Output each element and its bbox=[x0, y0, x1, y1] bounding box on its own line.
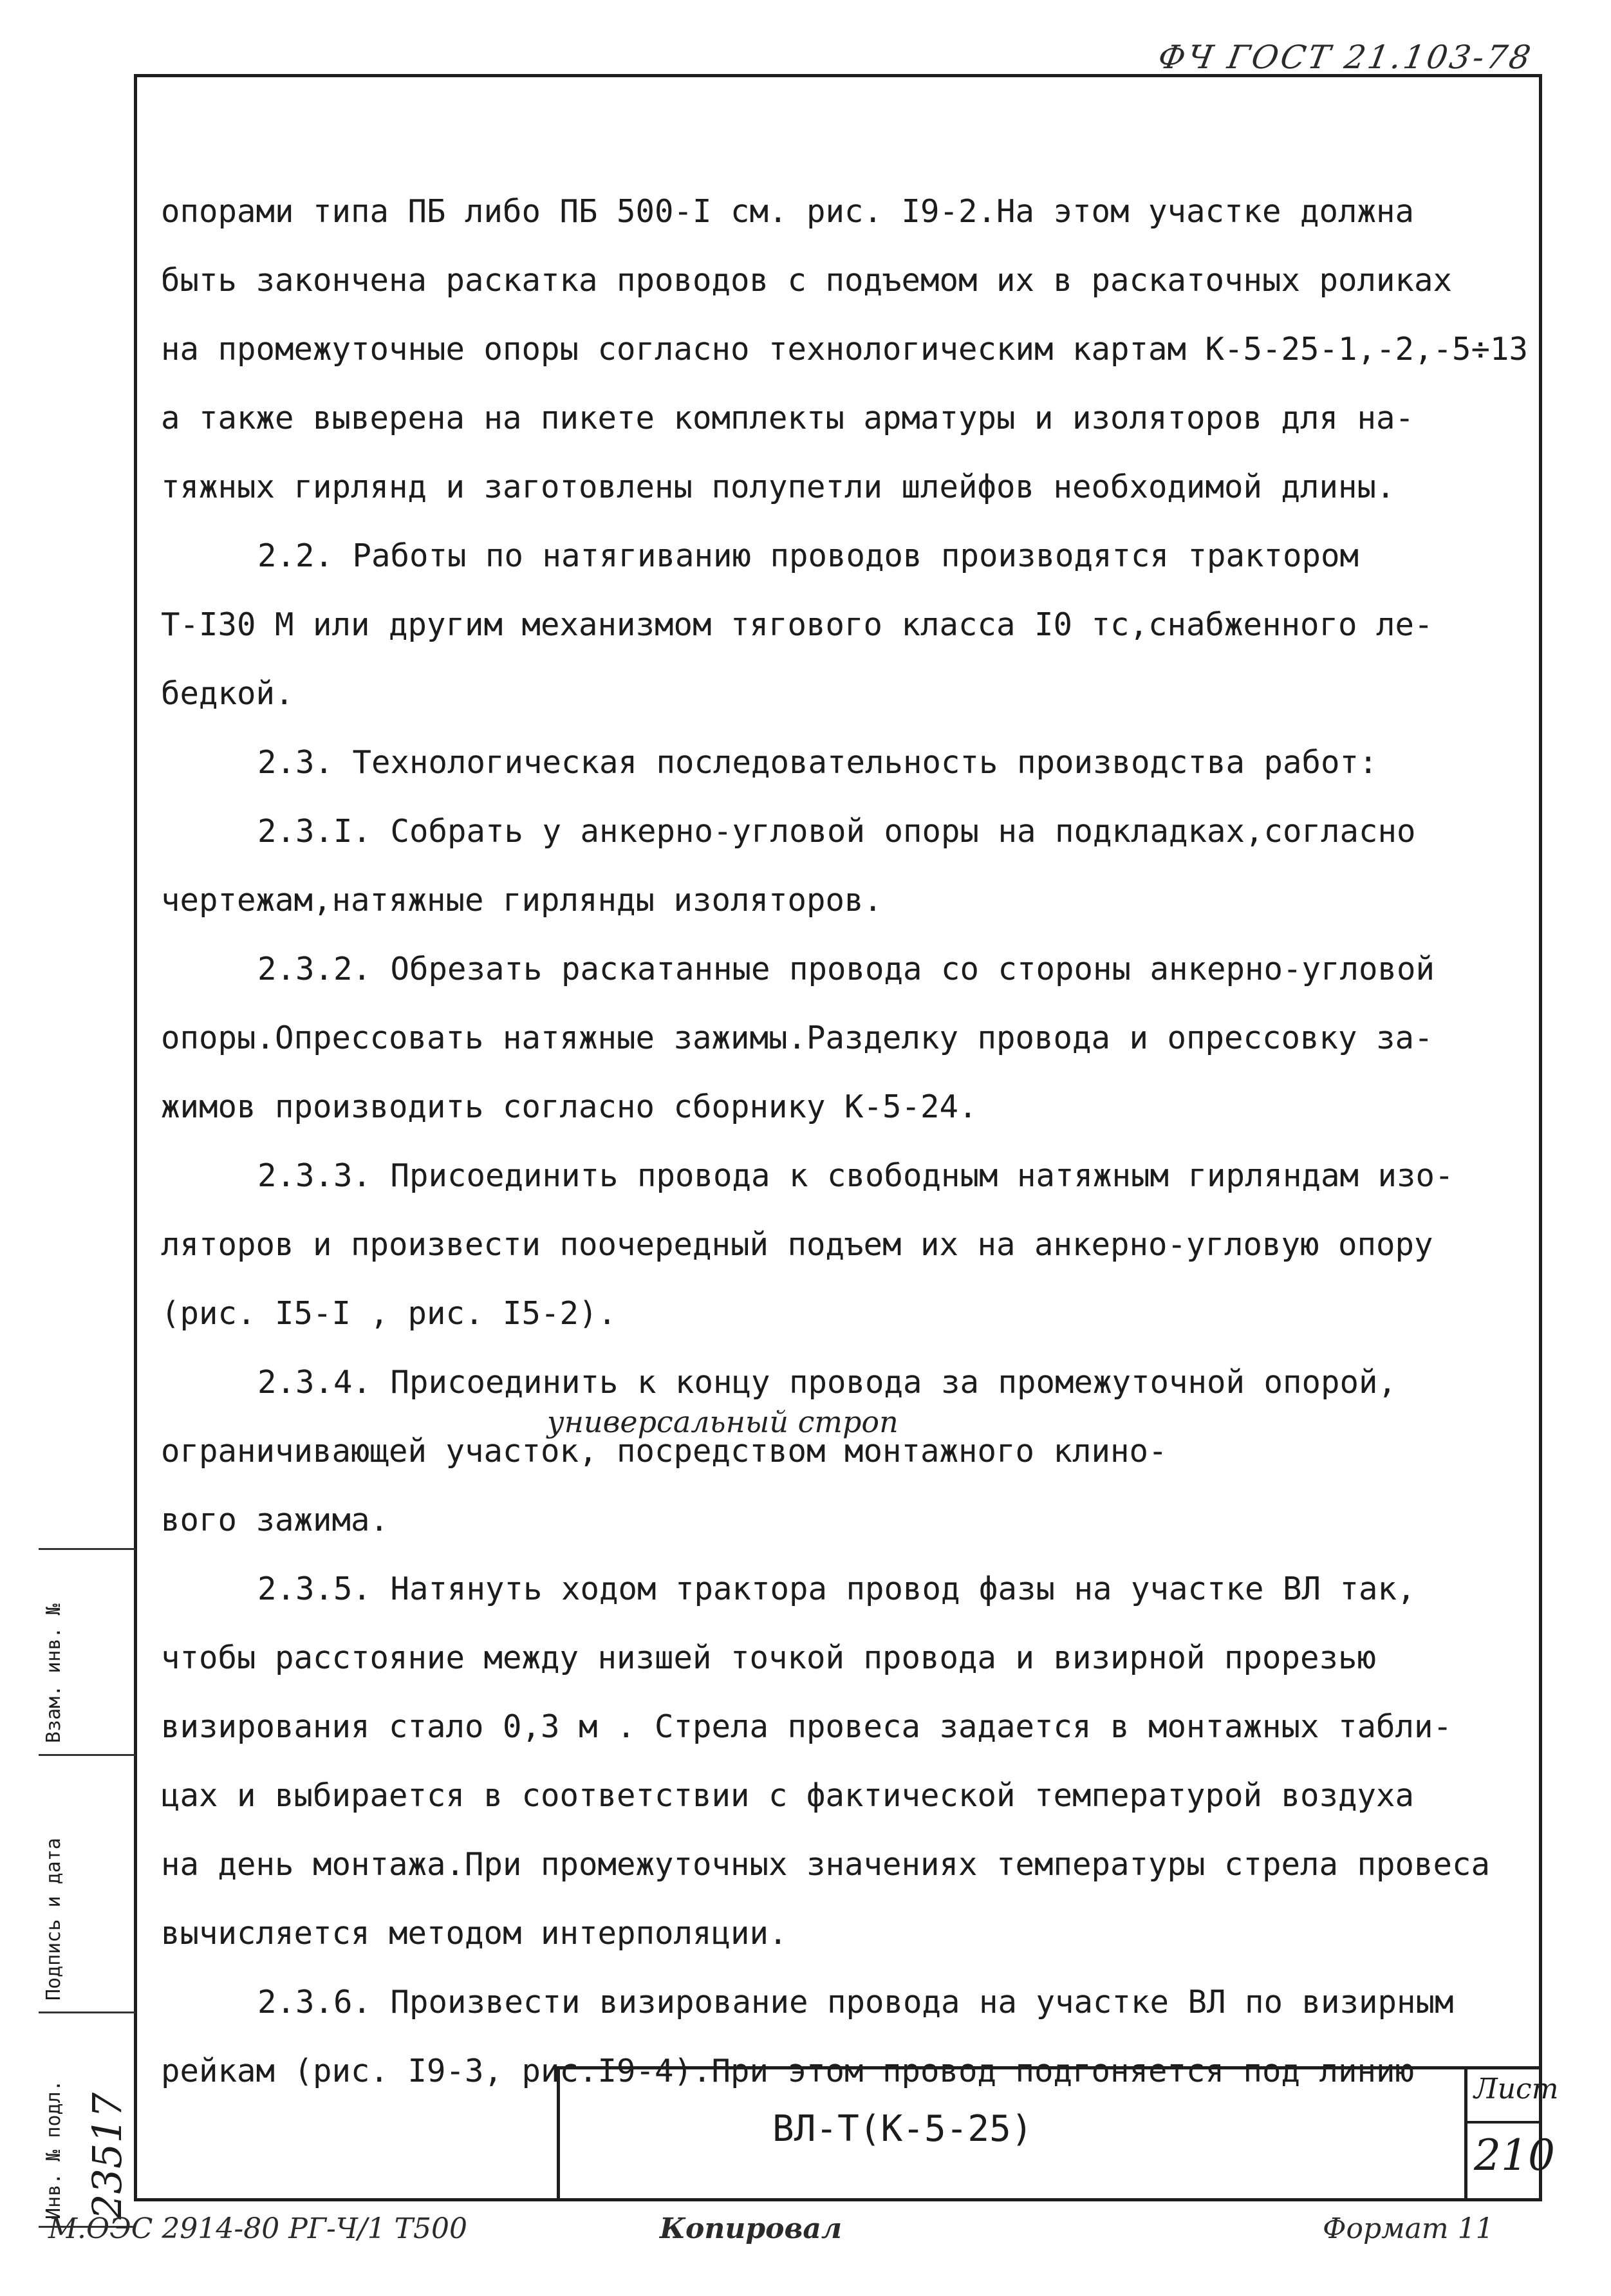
footer bbox=[48, 2212, 1554, 2264]
text-line: опоры.Опрессовать натяжные зажимы.Разделку провода и опрессовку за- bbox=[161, 1020, 1433, 1056]
text-line: чертежам,натяжные гирлянды изоляторов. bbox=[161, 882, 883, 919]
text-line: Т-I30 М или другим механизмом тягового класса I0 тс,снабженного ле- bbox=[161, 606, 1433, 643]
sheet-cell bbox=[1464, 2069, 1559, 2201]
section-2-3-5: 2.3.5. Натянуть ходом трактора провод фазы на участке ВЛ так, bbox=[257, 1571, 1416, 1607]
text-line: а также выверена на пикете комплекты арматуры и изоляторов для на- bbox=[161, 400, 1415, 436]
document-code: ВЛ-Т(К-5-25) bbox=[772, 2108, 1033, 2150]
footer-left: М.ОЭС 2914-80 РГ-Ч/1 Т500 bbox=[48, 2212, 467, 2245]
text-line: рейкам (рис. I9-3, рис.I9-4).При этом провод подгоняется под линию bbox=[161, 2053, 1415, 2089]
text-line: вого зажима. bbox=[161, 1502, 389, 1538]
side-row-replacement bbox=[39, 1548, 135, 1756]
document-body bbox=[161, 177, 1532, 2105]
side-label: Подпись и дата bbox=[42, 1838, 65, 2001]
section-2-3-3: 2.3.3. Присоединить провода к свободным натяжным гирляндам изо- bbox=[257, 1157, 1454, 1194]
section-2-3-1: 2.3.I. Собрать у анкерно-угловой опоры на подкладках,согласно bbox=[257, 813, 1416, 850]
text-line: быть закончена раскатка проводов с подъемом их в раскаточных роликах bbox=[161, 262, 1453, 299]
text-line: ляторов и произвести поочередный подъем их на анкерно-угловую опору bbox=[161, 1226, 1433, 1263]
sheet-number: 210 bbox=[1474, 2131, 1555, 2180]
text-line: (рис. I5-I , рис. I5-2). bbox=[161, 1295, 617, 1332]
text-line: на день монтажа.При промежуточных значениях температуры стрела провеса bbox=[161, 1846, 1491, 1883]
inventory-number: 23517 bbox=[84, 2092, 131, 2219]
text-line: тяжных гирлянд и заготовлены полупетли шлейфов необходимой длины. bbox=[161, 469, 1395, 505]
side-row-inventory bbox=[39, 2011, 135, 2228]
handwritten-annotation: универсальный строп bbox=[547, 1405, 899, 1439]
section-2-2: 2.2. Работы по натягиванию проводов производятся трактором bbox=[257, 537, 1359, 574]
text-line: жимов производить согласно сборнику К-5-24. bbox=[161, 1088, 978, 1125]
divider bbox=[1467, 2121, 1541, 2123]
text-line: бедкой. bbox=[161, 675, 294, 712]
footer-right: Формат 11 bbox=[1323, 2212, 1494, 2245]
header-stamp: ФЧ ГОСТ 21.103-78 bbox=[1155, 39, 1536, 76]
section-2-3: 2.3. Технологическая последовательность производства работ: bbox=[257, 744, 1378, 781]
footer-center: Копировал bbox=[660, 2212, 843, 2245]
sheet-label: Лист bbox=[1474, 2073, 1559, 2105]
text-line-with-correction bbox=[161, 1405, 1532, 1486]
text-line: опорами типа ПБ либо ПБ 500-I см. рис. I9-2.На этом участке должна bbox=[161, 193, 1415, 230]
section-2-3-6: 2.3.6. Произвести визирование провода на участке ВЛ по визирным bbox=[257, 1984, 1454, 2021]
side-label: Инв. № подл. bbox=[42, 2080, 65, 2219]
section-2-3-4: 2.3.4. Присоединить к концу провода за промежуточной опорой, bbox=[257, 1364, 1397, 1401]
text-line: вычисляется методом интерполяции. bbox=[161, 1915, 788, 1952]
side-row-signature bbox=[39, 1754, 135, 2013]
text-line: на промежуточные опоры согласно технологическим картам К-5-25-1,-2,-5÷13 bbox=[161, 331, 1529, 368]
section-2-3-2: 2.3.2. Обрезать раскатанные провода со стороны анкерно-угловой bbox=[257, 951, 1435, 987]
title-block bbox=[557, 2066, 1559, 2201]
text-line: ограничивающей участок, посредством монтажного клино- bbox=[161, 1433, 1168, 1470]
side-stamp bbox=[39, 1548, 135, 2224]
side-label: Взам. инв. № bbox=[42, 1603, 65, 1743]
text-line-with-correction bbox=[161, 1623, 1532, 1692]
text-line: цах и выбирается в соответствии с фактической температурой воздуха bbox=[161, 1777, 1415, 1814]
text-line: чтобы расстояние между низшей точкой провода и визирной прорезью bbox=[161, 1639, 1377, 1676]
text-line: визирования стало 0,3 м . Стрела провеса задается в монтажных табли- bbox=[161, 1708, 1453, 1745]
